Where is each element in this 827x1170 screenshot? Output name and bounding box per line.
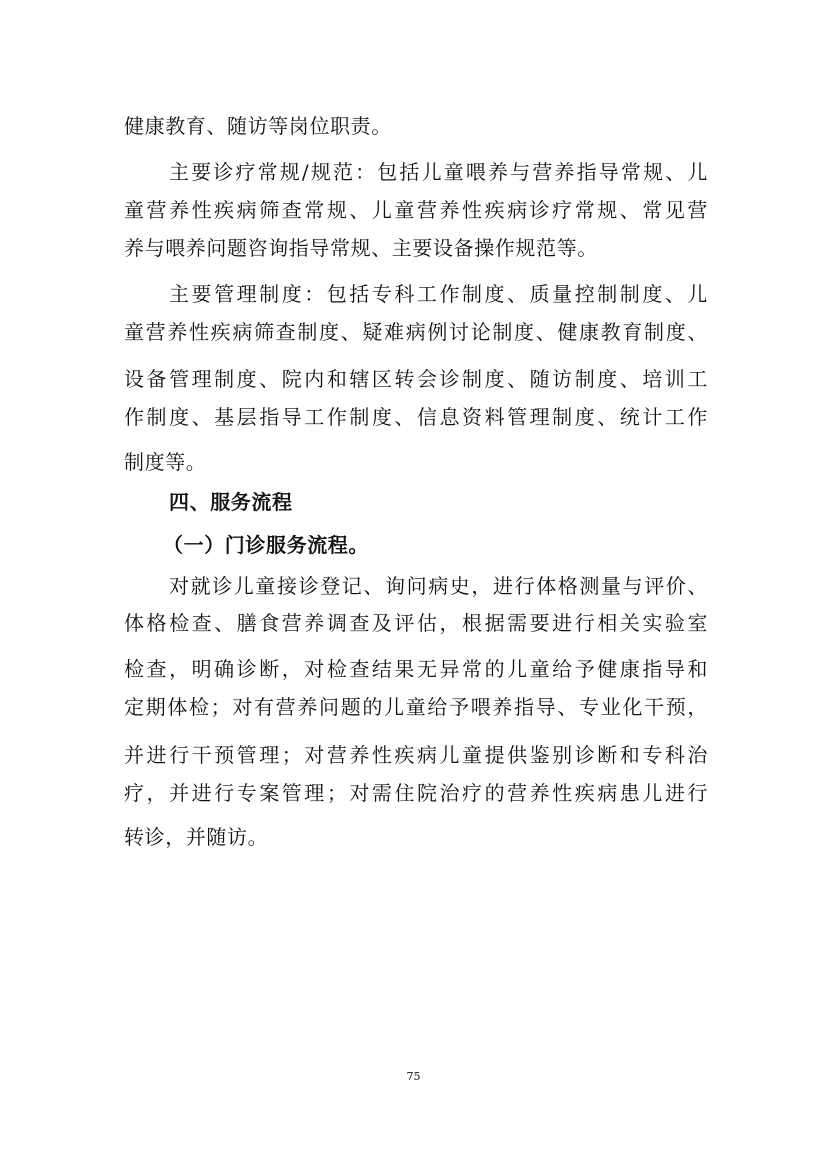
text-line: 转诊，并随访。 xyxy=(124,825,269,849)
text-line: 对就诊儿童接诊登记、询问病史，进行体格测量与评价、 xyxy=(169,574,708,598)
text-line: 健康教育、随访等岗位职责。 xyxy=(124,114,392,138)
subsection-heading: （一）门诊服务流程。 xyxy=(163,533,369,557)
text-line: 体格检查、膳食营养调查及评估，根据需要进行相关实验室 xyxy=(124,611,708,635)
text-line: 主要诊疗常规/规范：包括儿童喂养与营养指导常规、儿 xyxy=(169,160,708,184)
text-line: 疗，并进行专案管理；对需住院治疗的营养性疾病患儿进行 xyxy=(124,781,708,805)
text-line: 作制度、基层指导工作制度、信息资料管理制度、统计工作 xyxy=(124,405,708,429)
text-line: 童营养性疾病筛查制度、疑难病例讨论制度、健康教育制度、 xyxy=(124,320,708,344)
text-line: 定期体检；对有营养问题的儿童给予喂养指导、专业化干预， xyxy=(124,695,708,719)
text-line: 并进行干预管理；对营养性疾病儿童提供鉴别诊断和专科治 xyxy=(124,743,708,767)
text-line: 童营养性疾病筛查常规、儿童营养性疾病诊疗常规、常见营 xyxy=(124,198,708,222)
text-line: 制度等。 xyxy=(124,450,207,474)
text-line: 主要管理制度：包括专科工作制度、质量控制制度、儿 xyxy=(169,282,708,306)
page-number: 75 xyxy=(406,1070,421,1083)
section-heading: 四、服务流程 xyxy=(169,490,293,514)
text-line: 养与喂养问题咨询指导常规、主要设备操作规范等。 xyxy=(124,236,598,260)
text-line: 检查，明确诊断，对检查结果无异常的儿童给予健康指导和 xyxy=(124,657,708,681)
text-line: 设备管理制度、院内和辖区转会诊制度、随访制度、培训工 xyxy=(124,367,708,391)
